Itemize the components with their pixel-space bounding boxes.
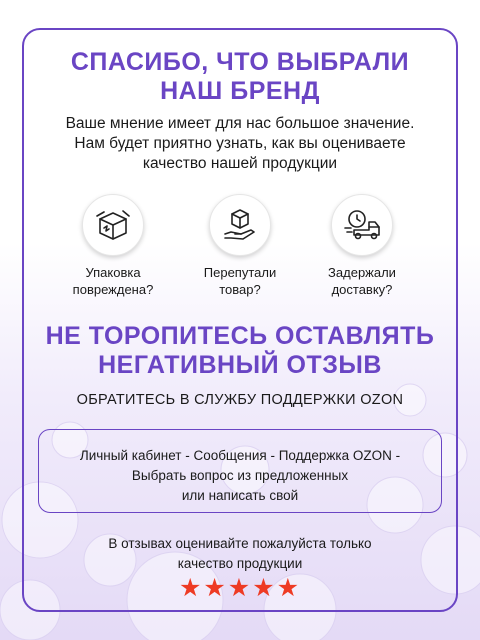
star-icon: ★ bbox=[203, 574, 228, 602]
problem-list bbox=[0, 194, 480, 304]
star-icon: ★ bbox=[227, 574, 253, 602]
thank-you-heading bbox=[0, 48, 480, 106]
thank-you-heading-line1: СПАСИБО, ЧТО ВЫБРАЛИ bbox=[70, 48, 410, 76]
instructions-text bbox=[40, 446, 440, 506]
rating-note-line2: качество продукции bbox=[177, 556, 303, 571]
feature-damaged-package bbox=[53, 194, 173, 298]
feature-label: Перепутали товар? bbox=[203, 265, 277, 297]
warning-heading-line2: НЕГАТИВНЫЙ ОТЗЫВ bbox=[98, 351, 382, 379]
instructions-line3: или написать свой bbox=[181, 488, 299, 503]
delivery-truck-icon bbox=[342, 206, 382, 244]
rating-note-line1: В отзывах оценивайте пожалуйста только bbox=[108, 536, 372, 551]
star-icon: ★ bbox=[276, 574, 302, 602]
subtitle-line2: Нам будет приятно узнать, как вы оцениваете bbox=[74, 135, 406, 152]
instructions-line1: Личный кабинет - Сообщения - Поддержка OZON - bbox=[79, 448, 401, 463]
thank-you-heading-line2: НАШ БРЕНД bbox=[160, 77, 320, 105]
warning-heading bbox=[0, 322, 480, 380]
subtitle-line3: качество нашей продукции bbox=[142, 155, 338, 172]
feature-label: Задержали доставку? bbox=[328, 265, 396, 297]
warning-heading-line1: НЕ ТОРОПИТЕСЬ ОСТАВЛЯТЬ bbox=[45, 322, 435, 350]
star-rating bbox=[0, 574, 480, 602]
subtitle-line1: Ваше мнение имеет для нас большое значение. bbox=[65, 115, 415, 132]
feature-wrong-item bbox=[180, 194, 300, 298]
feature-delayed-delivery bbox=[302, 194, 422, 298]
box-hand-icon bbox=[221, 206, 259, 244]
instructions-line2: Выбрать вопрос из предложенных bbox=[131, 468, 349, 483]
damaged-box-icon bbox=[94, 206, 132, 244]
rating-note bbox=[40, 534, 440, 574]
star-icon: ★ bbox=[252, 574, 277, 602]
star-icon: ★ bbox=[178, 574, 204, 602]
subtitle-text bbox=[30, 114, 450, 174]
contact-support-text: ОБРАТИТЕСЬ В СЛУЖБУ ПОДДЕРЖКИ OZON bbox=[76, 392, 404, 408]
feature-label: Упаковка повреждена? bbox=[72, 265, 154, 297]
